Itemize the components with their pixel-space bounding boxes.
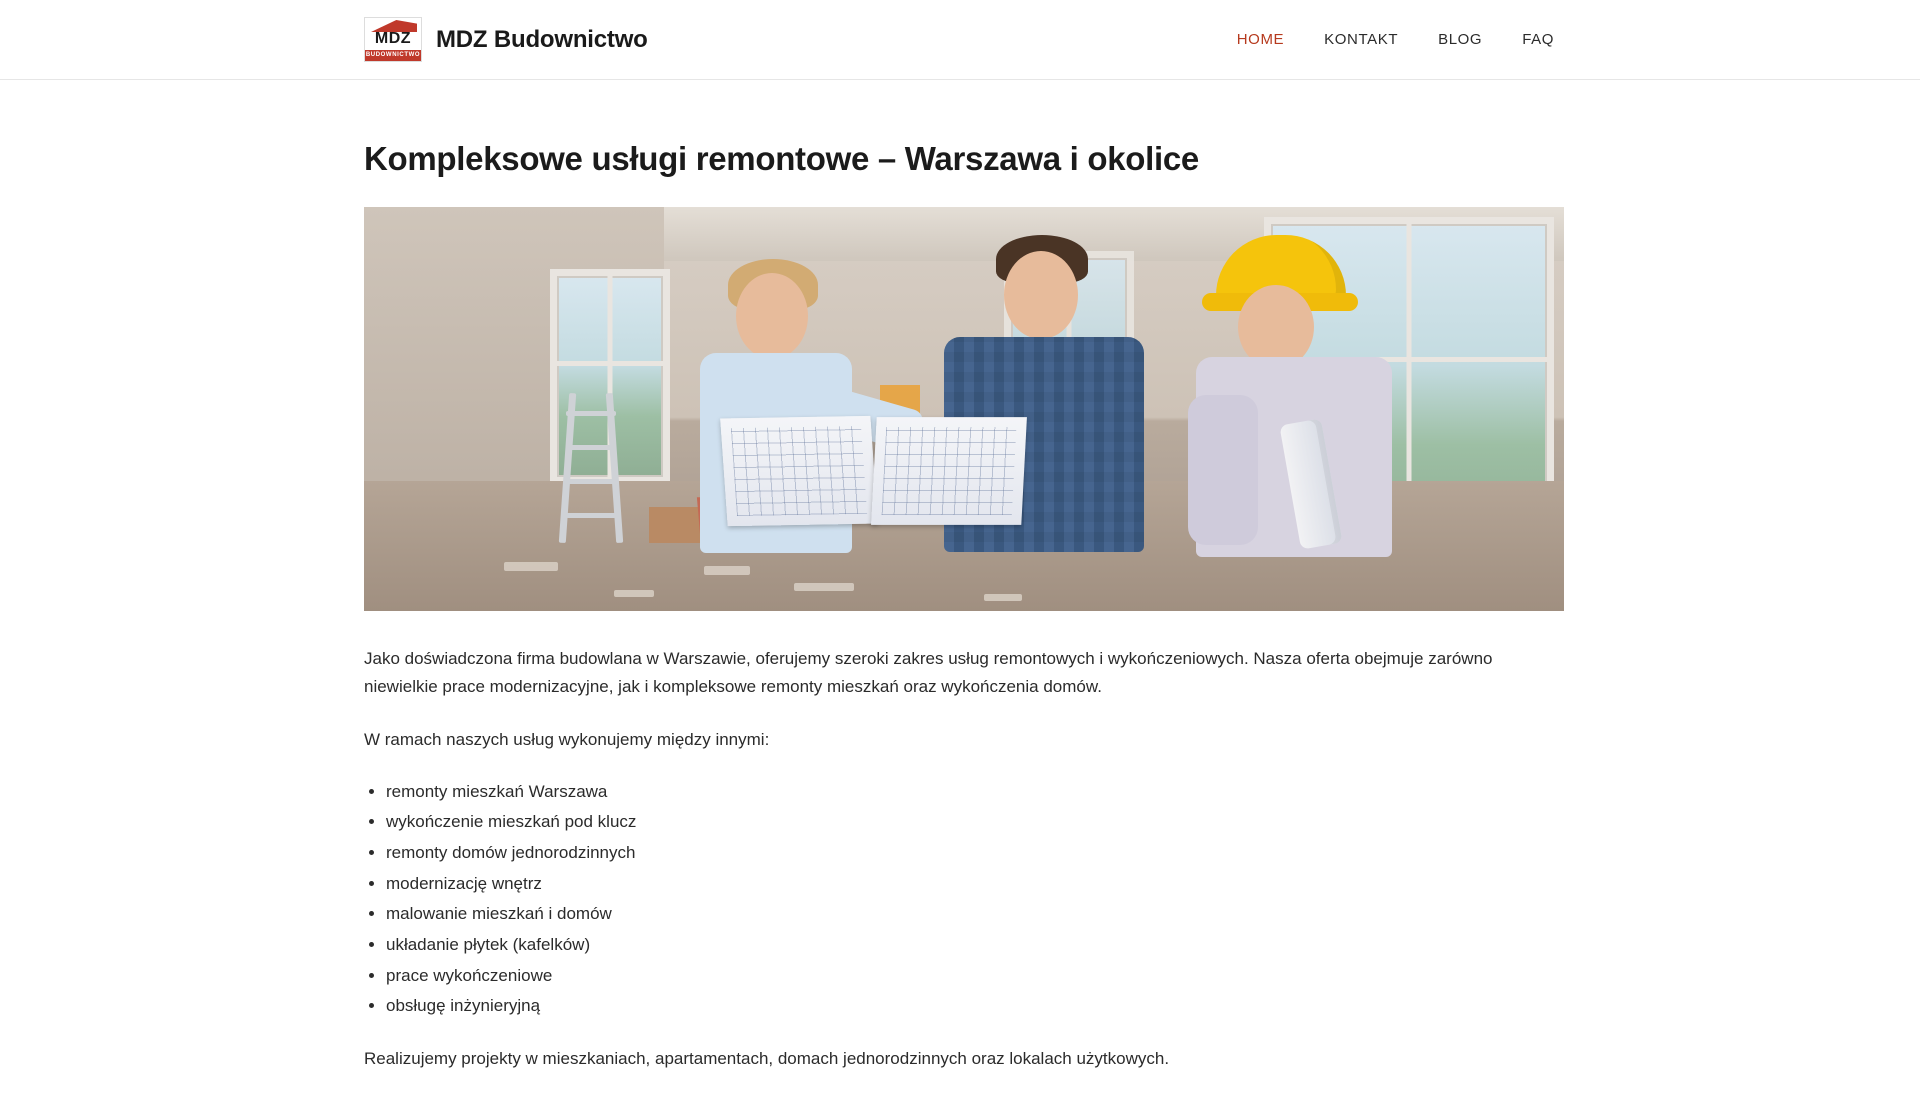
brand-link[interactable]: [364, 17, 648, 62]
header-inner: [360, 17, 1560, 62]
hero-person-woman: [664, 207, 904, 611]
intro-paragraph: Jako doświadczona firma budowlana w Warszawie, oferujemy szeroki zakres usług remontowych i wykończeniowych. Nasza oferta obejmuje zarówno niewielkie prace modernizacyjne, jak i kompleksowe remonty mieszkań oraz wykończenia domów.: [364, 649, 1493, 696]
main-navigation: [1235, 25, 1556, 54]
list-item: • remonty mieszkań Warszawa: [386, 780, 1556, 805]
list-item: • remonty domów jednorodzinnych: [386, 841, 1556, 866]
site-header: [0, 0, 1920, 80]
hero-person-man: [924, 207, 1184, 611]
hero-ladder-icon: [560, 393, 622, 543]
logo-mark-text: MDZ: [374, 30, 412, 47]
list-item: • prace wykończeniowe: [386, 964, 1556, 989]
list-item: • modernizację wnętrz: [386, 872, 1556, 897]
nav-item-home[interactable]: HOME: [1236, 31, 1285, 48]
brand-name: MDZ Budownictwo: [436, 25, 648, 53]
list-item: • malowanie mieszkań i domów: [386, 902, 1556, 927]
nav-item-kontakt[interactable]: KONTAKT: [1324, 31, 1399, 48]
blueprint-book: [724, 417, 1024, 527]
closing-paragraph: Realizujemy projekty w mieszkaniach, apartamentach, domach jednorodzinnych oraz lokalach użytkowych.: [364, 1048, 1170, 1068]
services-list: [364, 780, 1556, 1019]
services-lead-in: W ramach naszych usług wykonujemy między innymi:: [364, 730, 770, 750]
page-content: [360, 138, 1560, 1073]
logo-subtitle-text: BUDOWNICTWO: [365, 50, 421, 61]
list-item: • wykończenie mieszkań pod klucz: [386, 810, 1556, 835]
hero-person-worker: [1194, 207, 1464, 611]
nav-item-blog[interactable]: BLOG: [1438, 31, 1483, 48]
logo-icon: [364, 17, 422, 62]
hero-image: [364, 207, 1564, 611]
list-item: • układanie płytek (kafelków): [386, 933, 1556, 958]
list-item: • obsługę inżynieryjną: [386, 994, 1556, 1019]
nav-item-faq[interactable]: FAQ: [1522, 31, 1554, 48]
page-title: Kompleksowe usługi remontowe – Warszawa i okolice: [364, 140, 1199, 177]
